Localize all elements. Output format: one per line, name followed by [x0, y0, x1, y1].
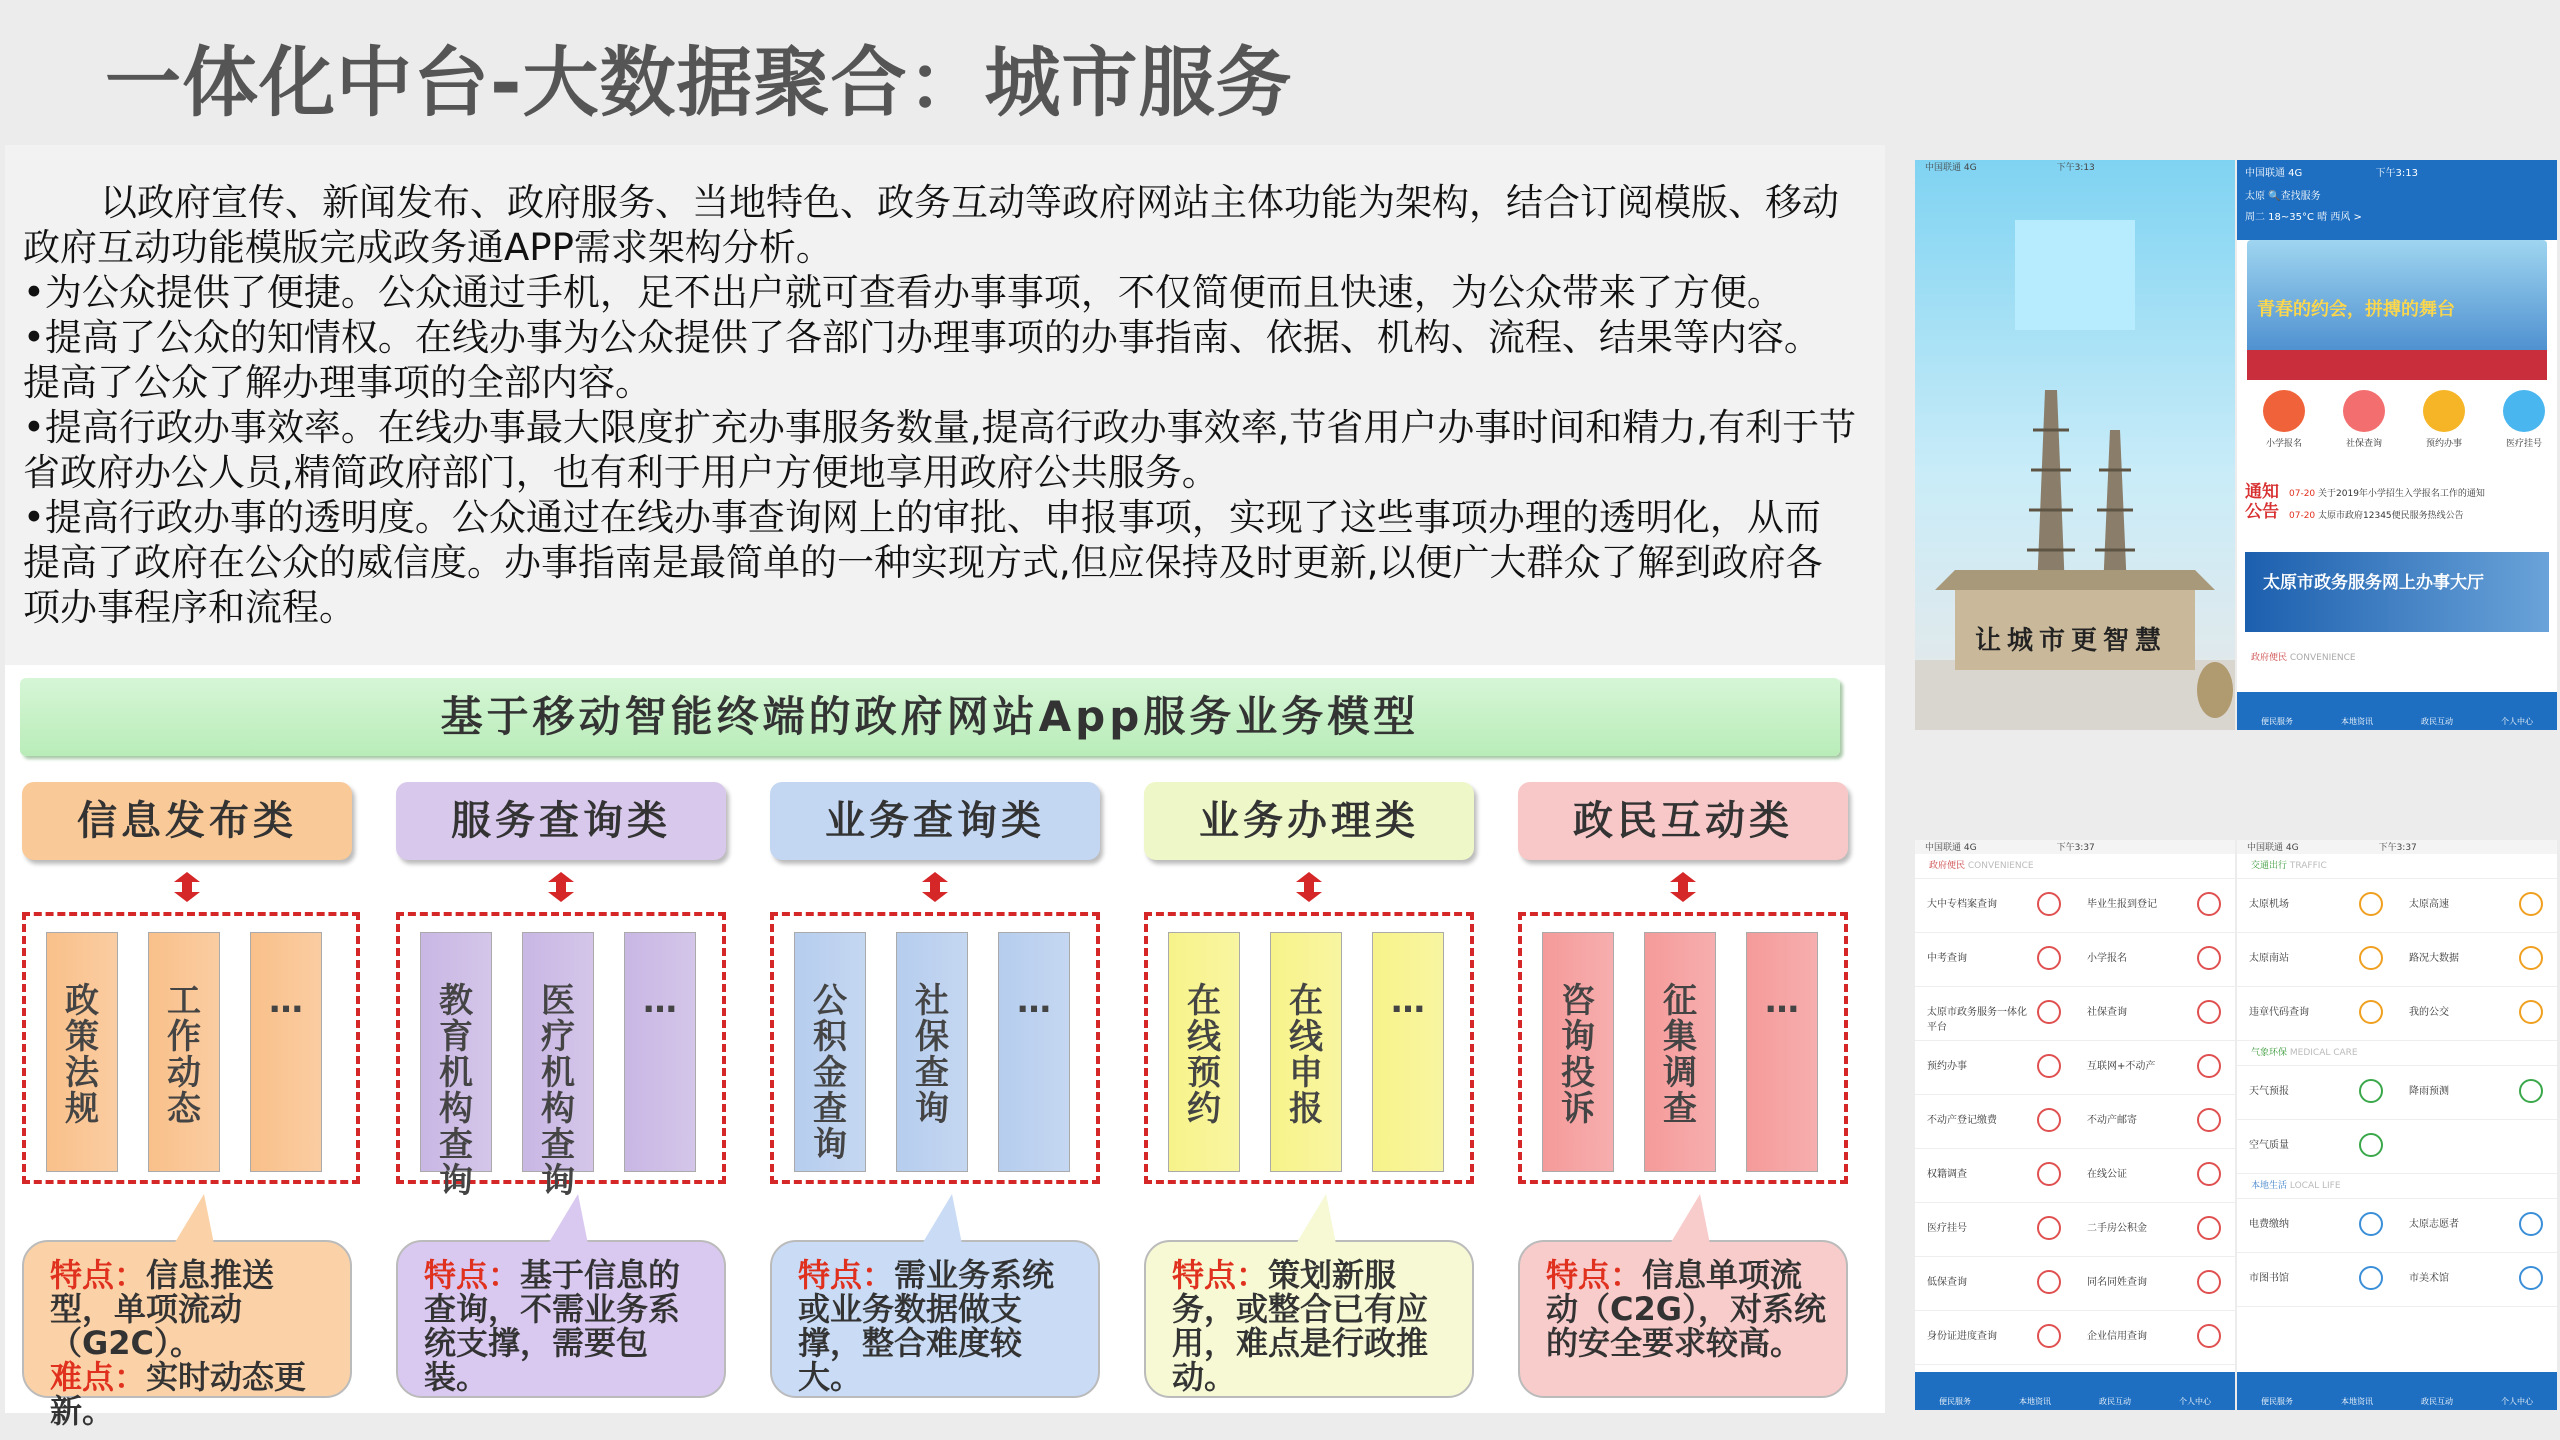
- tab-profile[interactable]: 个人中心: [2179, 1397, 2211, 1406]
- service-icon[interactable]: [2197, 1162, 2221, 1186]
- carrier-label: 中国联通 4G: [2245, 168, 2303, 179]
- item-label: 咨 询 投 诉: [1561, 981, 1595, 1129]
- quick-icon-label: 小学报名: [2265, 439, 2302, 449]
- service-icon[interactable]: [2037, 1054, 2061, 1078]
- feature-callout: [770, 1240, 1100, 1398]
- feature-text: 信息推送型，单项流动（G2C）。: [50, 1256, 275, 1362]
- section-subtitle: MEDICAL CARE: [2289, 1048, 2358, 1058]
- service-icon[interactable]: [2037, 1000, 2061, 1024]
- tab-services[interactable]: 便民服务: [1939, 1397, 1971, 1406]
- category-label: 业务查询类: [825, 798, 1045, 844]
- status-bar: [2237, 160, 2557, 183]
- service-icon[interactable]: [2197, 892, 2221, 916]
- medical-icon: [2503, 390, 2545, 432]
- callout-pointer: [922, 1194, 962, 1244]
- list-item-label[interactable]: 企业信用查询: [2087, 1331, 2147, 1342]
- twin-pagoda-illustration: [1915, 360, 2235, 730]
- list-item-label[interactable]: 医疗挂号: [1927, 1223, 1967, 1234]
- intro-line: 项办事程序和流程。: [23, 586, 356, 629]
- tab-interaction[interactable]: 政民互动: [2099, 1397, 2131, 1406]
- section-title: 政府便民: [2251, 653, 2288, 663]
- item-pillar: [1372, 932, 1444, 1172]
- notice-text: 太原市政府12345便民服务热线公告: [2318, 511, 2464, 521]
- time-label: 下午3:37: [2378, 843, 2417, 853]
- bottom-tab-bar: [2237, 692, 2557, 730]
- social-security-icon: [2343, 390, 2385, 432]
- phone-local-services: [2237, 840, 2557, 1410]
- item-label: 公 积 金 查 询: [813, 981, 847, 1165]
- list-item-label[interactable]: 太原志愿者: [2409, 1219, 2459, 1230]
- service-icon[interactable]: [2519, 1079, 2543, 1103]
- list-item-label[interactable]: 身份证进度查询: [1927, 1331, 1997, 1342]
- service-icon[interactable]: [2359, 1079, 2383, 1103]
- list-item-label[interactable]: 社保查询: [2087, 1007, 2127, 1018]
- search-icon: 🔍: [2268, 191, 2281, 202]
- intro-line: 提高了公众了解办理事项的全部内容。: [23, 361, 652, 404]
- callout-pointer: [1670, 1194, 1710, 1244]
- service-icon[interactable]: [2197, 946, 2221, 970]
- status-bar: [1915, 160, 2235, 174]
- list-item-label[interactable]: 空气质量: [2249, 1140, 2289, 1151]
- list-item-label[interactable]: 不动产邮寄: [2087, 1115, 2137, 1126]
- list-item-label[interactable]: 太原南站: [2249, 953, 2289, 964]
- phone-home-screen: [2237, 160, 2557, 730]
- weather-label: 周二 18~35°C 晴 西风 >: [2245, 212, 2362, 223]
- tab-services[interactable]: 便民服务: [2261, 1397, 2293, 1406]
- list-item-label[interactable]: 天气预报: [2249, 1086, 2289, 1097]
- list-item-label[interactable]: 预约办事: [1927, 1061, 1967, 1072]
- callout-text: [1546, 1258, 1830, 1360]
- callout-pointer: [548, 1194, 588, 1244]
- diagram-banner-title: 基于移动智能终端的政府网站App服务业务模型: [440, 692, 1420, 741]
- section-title: 气象环保: [2251, 1048, 2288, 1058]
- section-header: [2251, 650, 2356, 663]
- quick-icon-item[interactable]: [2491, 390, 2557, 449]
- list-row: [1915, 1311, 2235, 1365]
- feature-label: 特点：: [798, 1256, 895, 1294]
- banner-crowd: [2247, 350, 2547, 380]
- notice-item[interactable]: [2289, 508, 2464, 521]
- home-carousel-banner[interactable]: [2247, 240, 2547, 380]
- tab-news[interactable]: 本地资讯: [2341, 1397, 2373, 1406]
- list-item-label[interactable]: 权籍调查: [1927, 1169, 1967, 1180]
- notice-text: 关于2019年小学招生入学报名工作的通知: [2318, 489, 2485, 499]
- item-pillar: [1270, 932, 1342, 1172]
- callout-text: [1172, 1258, 1456, 1394]
- intro-line: •提高了公众的知情权。在线办事为公众提供了各部门办理事项的办事指南、依据、机构、流程、结果等内容。: [23, 316, 1821, 359]
- time-label: 下午3:13: [2375, 168, 2418, 179]
- section-header: [2237, 1041, 2557, 1066]
- list-item-label[interactable]: 太原机场: [2249, 899, 2289, 910]
- service-icon[interactable]: [2037, 1270, 2061, 1294]
- search-input[interactable]: 查找服务: [2280, 191, 2321, 202]
- item-label: …: [1765, 981, 1799, 1021]
- list-row: [1915, 987, 2235, 1041]
- intro-line: •提高行政办事效率。在线办事最大限度扩充办事服务数量,提高行政办事效率,节省用户办事时间和精力,有利于节: [23, 406, 1857, 449]
- item-pillar: [1542, 932, 1614, 1172]
- item-label: 在 线 预 约: [1187, 981, 1221, 1129]
- item-label: 工 作 动 态: [167, 981, 201, 1129]
- double-arrow-icon: [1296, 872, 1322, 902]
- quick-icon-item[interactable]: [2411, 390, 2477, 449]
- bottom-tab-bar: [1915, 1372, 2235, 1410]
- section-subtitle: CONVENIENCE: [2289, 653, 2356, 663]
- service-icon[interactable]: [2197, 1000, 2221, 1024]
- service-icon[interactable]: [2037, 892, 2061, 916]
- section-title: 交通出行: [2251, 861, 2288, 871]
- notice-label: 通知公告: [2245, 482, 2279, 522]
- service-icon[interactable]: [2519, 892, 2543, 916]
- section-title: 本地生活: [2251, 1181, 2288, 1191]
- section-subtitle: LOCAL LIFE: [2289, 1181, 2341, 1191]
- online-hall-banner[interactable]: [2245, 552, 2549, 632]
- status-bar: [2237, 840, 2557, 854]
- double-arrow-icon: [548, 872, 574, 902]
- quick-icon-label: 社保查询: [2345, 439, 2382, 449]
- callout-text: [50, 1258, 334, 1428]
- double-arrow-icon: [174, 872, 200, 902]
- item-label: 教 育 机 构 查 询: [439, 981, 473, 1201]
- status-bar: [1915, 840, 2235, 854]
- list-row: [1915, 1041, 2235, 1095]
- life-rows: [2237, 1199, 2557, 1307]
- item-label: 政 策 法 规: [65, 981, 99, 1129]
- splash-slogan: 让城市更智慧: [1975, 626, 2168, 656]
- tab-news[interactable]: 本地资讯: [2341, 717, 2373, 726]
- feature-label: 特点：: [424, 1256, 521, 1294]
- list-item-label[interactable]: 毕业生报到登记: [2087, 899, 2157, 910]
- double-arrow-icon: [1670, 872, 1696, 902]
- category-header: [770, 782, 1100, 860]
- feature-label: 特点：: [50, 1256, 147, 1294]
- category-header: [1518, 782, 1848, 860]
- list-item-label[interactable]: 互联网+不动产: [2087, 1061, 2156, 1072]
- carrier-label: 中国联通 4G: [1925, 163, 1977, 173]
- page-title: 一体化中台-大数据聚合：城市服务: [105, 38, 1293, 127]
- time-label: 下午3:13: [2056, 163, 2095, 173]
- item-pillar: [148, 932, 220, 1172]
- intro-line: 以政府宣传、新闻发布、政府服务、当地特色、政务互动等政府网站主体功能为架构，结合订阅模版、移动: [100, 181, 1839, 224]
- list-item-label[interactable]: 太原市政务服务一体化平台: [1927, 1007, 2027, 1033]
- callout-pointer: [1296, 1194, 1336, 1244]
- service-icon[interactable]: [2359, 1000, 2383, 1024]
- tab-services[interactable]: 便民服务: [2261, 717, 2293, 726]
- item-pillar: [46, 932, 118, 1172]
- feature-text: 需业务系统或业务数据做支撑，整合难度较大。: [798, 1256, 1055, 1396]
- list-row: [2237, 1120, 2557, 1174]
- search-row: [2237, 183, 2557, 206]
- list-item-label[interactable]: 市美术馆: [2409, 1273, 2449, 1284]
- item-pillar: [1168, 932, 1240, 1172]
- item-pillar: [1746, 932, 1818, 1172]
- school-icon: [2263, 390, 2305, 432]
- list-item-label[interactable]: 中考查询: [1927, 953, 1967, 964]
- notice-item[interactable]: [2289, 486, 2485, 499]
- quick-icon-label: 预约办事: [2425, 439, 2462, 449]
- item-label: …: [643, 981, 677, 1021]
- list-item-label[interactable]: 电费缴纳: [2249, 1219, 2289, 1230]
- item-pillar: [522, 932, 594, 1201]
- list-item-label[interactable]: 违章代码查询: [2249, 1007, 2309, 1018]
- list-row: [2237, 1066, 2557, 1120]
- quick-icon-item[interactable]: [2251, 390, 2317, 449]
- category-label: 业务办理类: [1199, 798, 1419, 844]
- tab-interaction[interactable]: 政民互动: [2421, 717, 2453, 726]
- list-row: [2237, 1199, 2557, 1253]
- item-label: …: [1017, 981, 1051, 1021]
- feature-text: 基于信息的查询，不需业务系统支撑，需要包装。: [424, 1256, 681, 1396]
- list-row: [2237, 879, 2557, 933]
- weather-rows: [2237, 1066, 2557, 1174]
- service-icon[interactable]: [2037, 1162, 2061, 1186]
- service-icon[interactable]: [2037, 1216, 2061, 1240]
- list-item-label[interactable]: 在线公证: [2087, 1169, 2127, 1180]
- service-icon[interactable]: [2519, 1266, 2543, 1290]
- service-icon[interactable]: [2197, 1054, 2221, 1078]
- item-label: 医 疗 机 构 查 询: [541, 981, 575, 1201]
- service-icon[interactable]: [2359, 892, 2383, 916]
- diagram-banner: [20, 678, 1840, 756]
- feature-callout: [1144, 1240, 1474, 1398]
- list-row: [1915, 1095, 2235, 1149]
- intro-line: •提高行政办事的透明度。公众通过在线办事查询网上的审批、申报事项，实现了这些事项办理的透明化，从而: [23, 496, 1821, 539]
- item-label: …: [269, 981, 303, 1021]
- service-icon[interactable]: [2359, 1212, 2383, 1236]
- quick-icon-item[interactable]: [2331, 390, 2397, 449]
- list-row: [2237, 1253, 2557, 1307]
- feature-label: 特点：: [1172, 1256, 1269, 1294]
- quick-icon-label: 医疗挂号: [2505, 439, 2542, 449]
- feature-text: 信息单项流动（C2G），对系统的安全要求较高。: [1546, 1256, 1827, 1362]
- service-icon[interactable]: [2519, 1212, 2543, 1236]
- notice-date: 07-20: [2289, 489, 2316, 499]
- service-icon[interactable]: [2359, 946, 2383, 970]
- list-item-label[interactable]: 二手房公积金: [2087, 1223, 2147, 1234]
- service-icon[interactable]: [2037, 1324, 2061, 1348]
- feature-text: 策划新服务，或整合已有应用，难点是行政推动。: [1172, 1256, 1429, 1396]
- list-row: [1915, 933, 2235, 987]
- item-label: 社 保 查 询: [915, 981, 949, 1129]
- item-label: 在 线 申 报: [1289, 981, 1323, 1129]
- list-row: [1915, 1203, 2235, 1257]
- item-pillar: [998, 932, 1070, 1172]
- intro-line: •为公众提供了便捷。公众通过手机，足不出户就可查看办事事项，不仅简便而且快速，为公众带来了方便。: [23, 271, 1784, 314]
- phone-splash-screen: [1915, 160, 2235, 730]
- feature-callout: [396, 1240, 726, 1398]
- list-item-label[interactable]: 我的公交: [2409, 1007, 2449, 1018]
- section-subtitle: TRAFFIC: [2289, 861, 2327, 871]
- service-icon[interactable]: [2197, 1108, 2221, 1132]
- category-label: 信息发布类: [77, 798, 297, 844]
- item-pillar: [794, 932, 866, 1172]
- list-item-label[interactable]: 大中专档案查询: [1927, 899, 1997, 910]
- intro-line: 省政府办公人员,精简政府部门，也有利于用户方便地享用政府公共服务。: [23, 451, 1219, 494]
- service-icon[interactable]: [2359, 1133, 2383, 1157]
- category-header: [22, 782, 352, 860]
- category-header: [396, 782, 726, 860]
- intro-textbox: [5, 145, 1885, 665]
- list-row: [2237, 987, 2557, 1041]
- list-item-label[interactable]: 降雨预测: [2409, 1086, 2449, 1097]
- double-arrow-icon: [922, 872, 948, 902]
- list-row: [1915, 879, 2235, 933]
- time-label: 下午3:37: [2056, 843, 2095, 853]
- section-header: [2237, 854, 2557, 879]
- feature-label: 特点：: [1546, 1256, 1643, 1294]
- list-item-label[interactable]: 低保查询: [1927, 1277, 1967, 1288]
- notice-date: 07-20: [2289, 511, 2316, 521]
- tab-profile[interactable]: 个人中心: [2501, 717, 2533, 726]
- list-item-label[interactable]: 市图书馆: [2249, 1273, 2289, 1284]
- item-pillar: [420, 932, 492, 1201]
- service-icon[interactable]: [2197, 1324, 2221, 1348]
- intro-line: 政府互动功能模版完成政务通APP需求架构分析。: [23, 226, 833, 269]
- category-label: 政民互动类: [1573, 798, 1793, 844]
- phone-convenience-list: [1915, 840, 2235, 1410]
- item-pillar: [896, 932, 968, 1172]
- section-subtitle: CONVENIENCE: [1967, 861, 2034, 871]
- service-icon[interactable]: [2037, 1108, 2061, 1132]
- list-row: [2237, 933, 2557, 987]
- bottom-tab-bar: [2237, 1372, 2557, 1410]
- service-icon[interactable]: [2519, 946, 2543, 970]
- tab-interaction[interactable]: 政民互动: [2421, 1397, 2453, 1406]
- list-row: [1915, 1257, 2235, 1311]
- traffic-rows: [2237, 879, 2557, 1041]
- section-title: 政府便民: [1929, 861, 1966, 871]
- callout-text: [424, 1258, 708, 1394]
- splash-logo-area: [2015, 220, 2135, 330]
- feature-callout: [22, 1240, 352, 1430]
- difficulty-text: 实时动态更新。: [50, 1358, 307, 1430]
- service-icon[interactable]: [2197, 1216, 2221, 1240]
- carrier-label: 中国联通 4G: [2247, 843, 2299, 853]
- list-item-label[interactable]: 不动产登记缴费: [1927, 1115, 1997, 1126]
- home-header: [2237, 160, 2557, 240]
- service-icon[interactable]: [2519, 1000, 2543, 1024]
- item-pillar: [624, 932, 696, 1172]
- section-header: [1915, 854, 2235, 879]
- tab-profile[interactable]: 个人中心: [2501, 1397, 2533, 1406]
- service-icon[interactable]: [2197, 1270, 2221, 1294]
- carrier-label: 中国联通 4G: [1925, 843, 1977, 853]
- appointment-icon: [2423, 390, 2465, 432]
- list-item-label[interactable]: 路况大数据: [2409, 953, 2459, 964]
- intro-line: 提高了政府在公众的威信度。办事指南是最简单的一种实现方式,但应保持及时更新,以便广大群众了解到政府各: [23, 541, 1823, 584]
- online-hall-title: 太原市政务服务网上办事大厅: [2263, 573, 2484, 593]
- location-label[interactable]: 太原: [2245, 191, 2265, 202]
- category-label: 服务查询类: [451, 798, 671, 844]
- list-row: [1915, 1149, 2235, 1203]
- category-header: [1144, 782, 1474, 860]
- callout-text: [798, 1258, 1082, 1394]
- item-pillar: [250, 932, 322, 1172]
- item-label: …: [1391, 981, 1425, 1021]
- service-icon[interactable]: [2037, 946, 2061, 970]
- feature-callout: [1518, 1240, 1848, 1398]
- banner-text: 青春的约会，拼搏的舞台: [2257, 299, 2455, 320]
- item-label: 征 集 调 查: [1663, 981, 1697, 1129]
- callout-pointer: [174, 1194, 214, 1244]
- service-icon[interactable]: [2359, 1266, 2383, 1290]
- convenience-rows: [1915, 879, 2235, 1365]
- list-item-label[interactable]: 小学报名: [2087, 953, 2127, 964]
- tab-news[interactable]: 本地资讯: [2019, 1397, 2051, 1406]
- section-header: [2237, 1174, 2557, 1199]
- list-item-label[interactable]: 同名同姓查询: [2087, 1277, 2147, 1288]
- item-pillar: [1644, 932, 1716, 1172]
- home-quick-icons: [2237, 390, 2557, 460]
- list-item-label[interactable]: 太原高速: [2409, 899, 2449, 910]
- difficulty-label: 难点：: [50, 1358, 147, 1396]
